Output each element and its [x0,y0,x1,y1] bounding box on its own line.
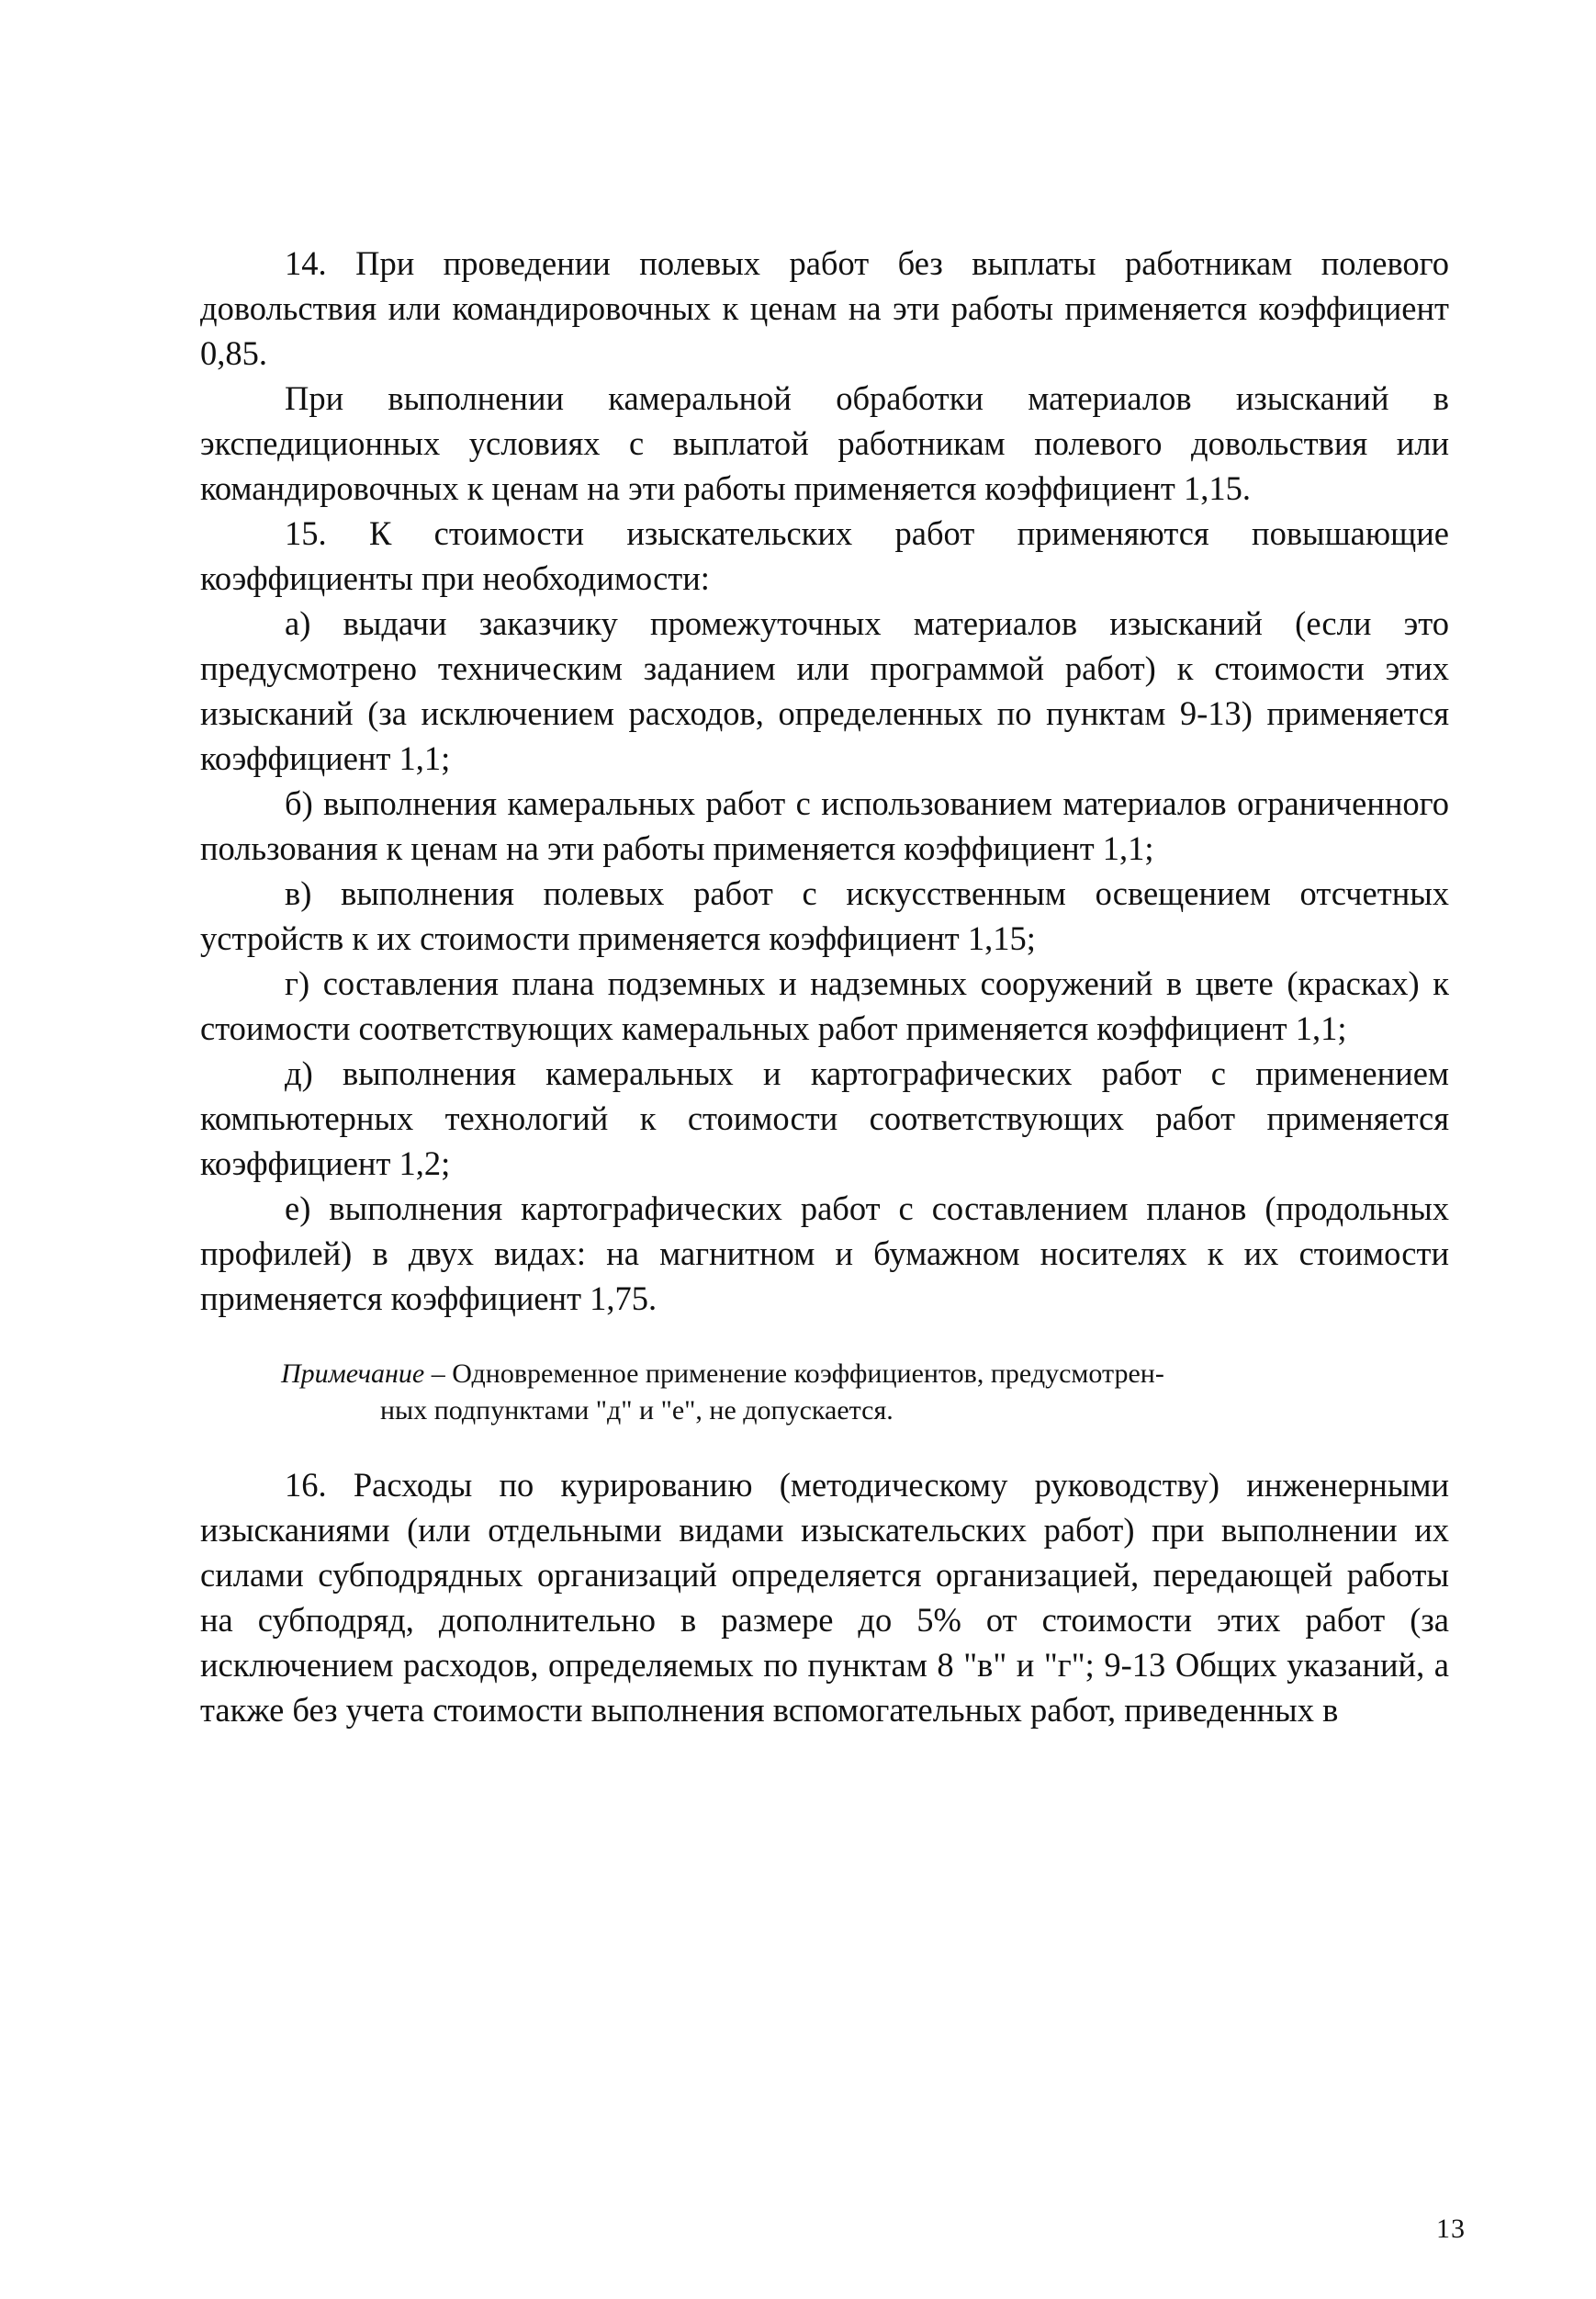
page-body [200,241,1449,1732]
page-number: 13 [1436,2214,1466,2244]
paragraph-15-f: е) выполнения картографических работ с составлением планов (продольных профилей) в двух видах: на магнитном и бумажном носителях к их стоимости применяется коэффициент 1,75. [200,1189,1449,1317]
note-text-2: ных подпунктами "д" и "е", не допускается. [380,1395,894,1426]
note-dash: – [424,1358,453,1389]
paragraph-15-a: а) выдачи заказчику промежуточных материалов изысканий (если это предусмотрено техническим заданием или программой работ) к стоимости этих изысканий (за исключением расходов, определенных по пунктам 9-13) применяется коэффициент 1,1; [200,604,1449,777]
note-lead: Примечание [281,1358,425,1389]
paragraph-14-cont: При выполнении камеральной обработки материалов изысканий в экспедиционных условиях с выплатой работникам полевого довольствия или командировочных к ценам на эти работы применяется коэффициент 1,15. [200,379,1449,507]
paragraph-15-b: б) выполнения камеральных работ с использованием материалов ограниченного пользования к ценам на эти работы применяется коэффициент 1,1; [200,784,1449,867]
paragraph-14: 14. При проведении полевых работ без выплаты работникам полевого довольствия или командировочных к ценам на эти работы применяется коэффициент 0,85. [200,244,1449,372]
paragraph-15-e: д) выполнения камеральных и картографических работ с применением компьютерных технологий к стоимости соответствующих работ применяется коэффициент 1,2; [200,1054,1449,1182]
paragraph-15-d: г) составления плана подземных и надземных сооружений в цвете (красках) к стоимости соответствующих камеральных работ применяется коэффициент 1,1; [200,964,1449,1047]
paragraph-15: 15. К стоимости изыскательских работ применяются повышающие коэффициенты при необходимости: [200,514,1449,597]
paragraph-15-c: в) выполнения полевых работ с искусственным освещением отсчетных устройств к их стоимости применяется коэффициент 1,15; [200,874,1449,957]
note [200,1356,1449,1429]
paragraph-16: 16. Расходы по курированию (методическому руководству) инженерными изысканиями (или отдельными видами изыскательских работ) при выполнении их силами субподрядных организаций определяется организацией, передающей работы на субподряд, дополнительно в размере до 5% от стоимости этих работ (за исключением расходов, определяемых по пунктам 8 "в" и "г"; 9-13 Общих указаний, а также без учета стоимости выполнения вспомогательных работ, приведенных в [200,1466,1449,1729]
note-text-1: Одновременное применение коэффициентов, предусмотрен- [452,1358,1164,1389]
